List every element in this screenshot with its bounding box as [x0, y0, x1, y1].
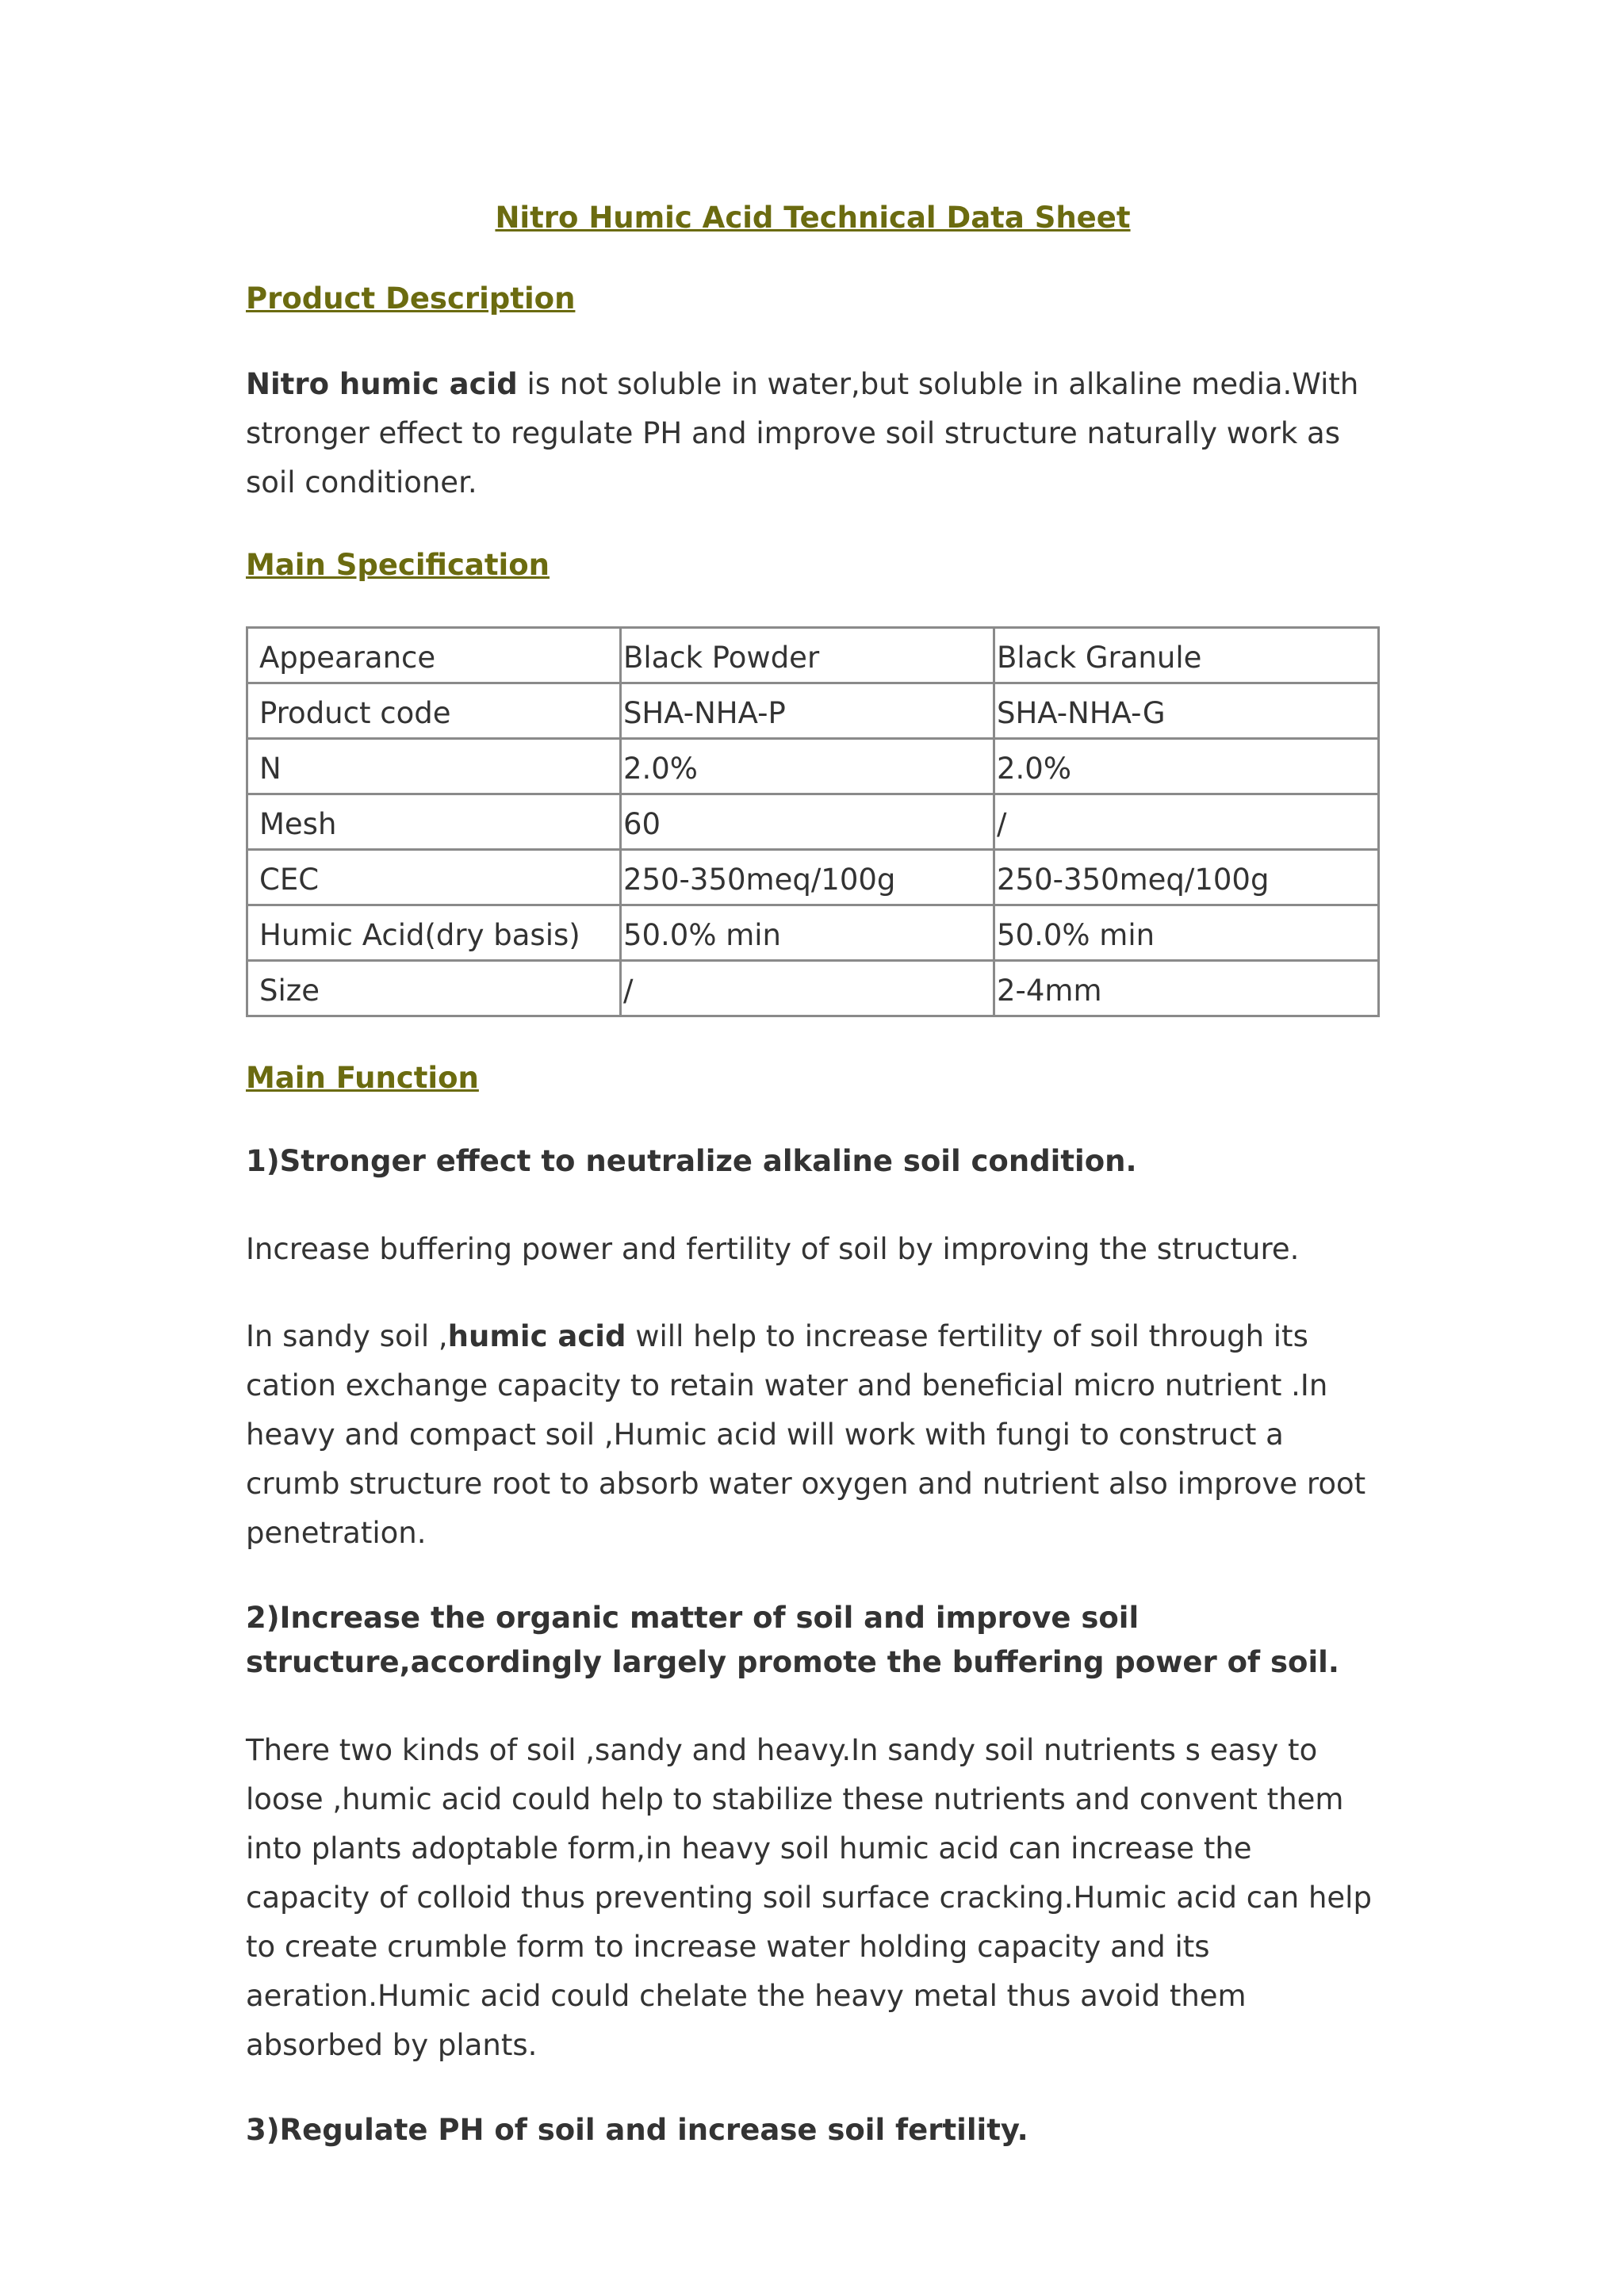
spec-value-powder: 250-350meq/100g — [620, 850, 994, 905]
spec-label: Product code — [247, 683, 621, 739]
humic-acid-bold: humic acid — [447, 1319, 626, 1353]
paragraph-prefix: In sandy soil , — [246, 1319, 448, 1353]
table-row — [247, 683, 1379, 739]
spec-label: Size — [247, 961, 621, 1016]
spec-label: N — [247, 739, 621, 794]
main-specification-heading: Main Specification — [246, 548, 550, 582]
spec-label: Humic Acid(dry basis) — [247, 905, 621, 961]
document-content — [246, 198, 1380, 2194]
spec-value-granule: SHA-NHA-G — [994, 683, 1379, 739]
page-title: Nitro Humic Acid Technical Data Sheet — [495, 201, 1131, 235]
spec-value-granule: Black Granule — [994, 628, 1379, 683]
spec-value-granule: 2.0% — [994, 739, 1379, 794]
table-row — [247, 628, 1379, 683]
spec-value-powder: 60 — [620, 794, 994, 850]
product-description-text: is not soluble in water,but soluble in alkaline media.With stronger effect to regulate PH and improve soil structure naturally work as soil conditioner. — [246, 367, 1359, 499]
function-point-1-title: 1)Stronger effect to neutralize alkaline soil condition. — [246, 1144, 1137, 1178]
main-function-heading: Main Function — [246, 1061, 479, 1095]
specification-table — [246, 626, 1380, 1017]
spec-value-granule: 2-4mm — [994, 961, 1379, 1016]
spec-value-powder: Black Powder — [620, 628, 994, 683]
spec-value-powder: SHA-NHA-P — [620, 683, 994, 739]
spec-value-powder: 50.0% min — [620, 905, 994, 961]
table-row — [247, 905, 1379, 961]
product-description-paragraph — [246, 360, 1380, 507]
function-point-2-title: 2)Increase the organic matter of soil and improve soil structure,accordingly largely promote the buffering power of soil. — [246, 1601, 1339, 1679]
spec-value-granule: / — [994, 794, 1379, 850]
product-name-bold: Nitro humic acid — [246, 367, 518, 401]
spec-value-powder: 2.0% — [620, 739, 994, 794]
spec-label: Mesh — [247, 794, 621, 850]
table-row — [247, 961, 1379, 1016]
table-row — [247, 850, 1379, 905]
paragraph-rest: will help to increase fertility of soil through its cation exchange capacity to retain water and beneficial micro nutrient .In heavy and compact soil ,Humic acid will work with fungi to construct a crumb structure root to absorb water oxygen and nutrient also improve root penetration. — [246, 1319, 1366, 1550]
spec-value-granule: 250-350meq/100g — [994, 850, 1379, 905]
spec-value-granule: 50.0% min — [994, 905, 1379, 961]
function-point-1-paragraph-1: Increase buffering power and fertility of soil by improving the structure. — [246, 1232, 1300, 1266]
product-description-heading: Product Description — [246, 281, 576, 316]
function-point-2-paragraph: There two kinds of soil ,sandy and heavy.In sandy soil nutrients s easy to loose ,humic acid could help to stabilize these nutrients and convent them into plants adoptable form,in heavy soil humic acid can increase the capacity of colloid thus preventing soil surface cracking.Humic acid can help to create crumble form to increase water holding capacity and its aeration.Humic acid could chelate the heavy metal thus avoid them absorbed by plants. — [246, 1733, 1372, 2062]
table-row — [247, 739, 1379, 794]
function-point-1-paragraph-2 — [246, 1312, 1380, 1558]
function-point-3-title: 3)Regulate PH of soil and increase soil fertility. — [246, 2113, 1028, 2147]
table-row — [247, 794, 1379, 850]
spec-label: CEC — [247, 850, 621, 905]
spec-label: Appearance — [247, 628, 621, 683]
spec-value-powder: / — [620, 961, 994, 1016]
